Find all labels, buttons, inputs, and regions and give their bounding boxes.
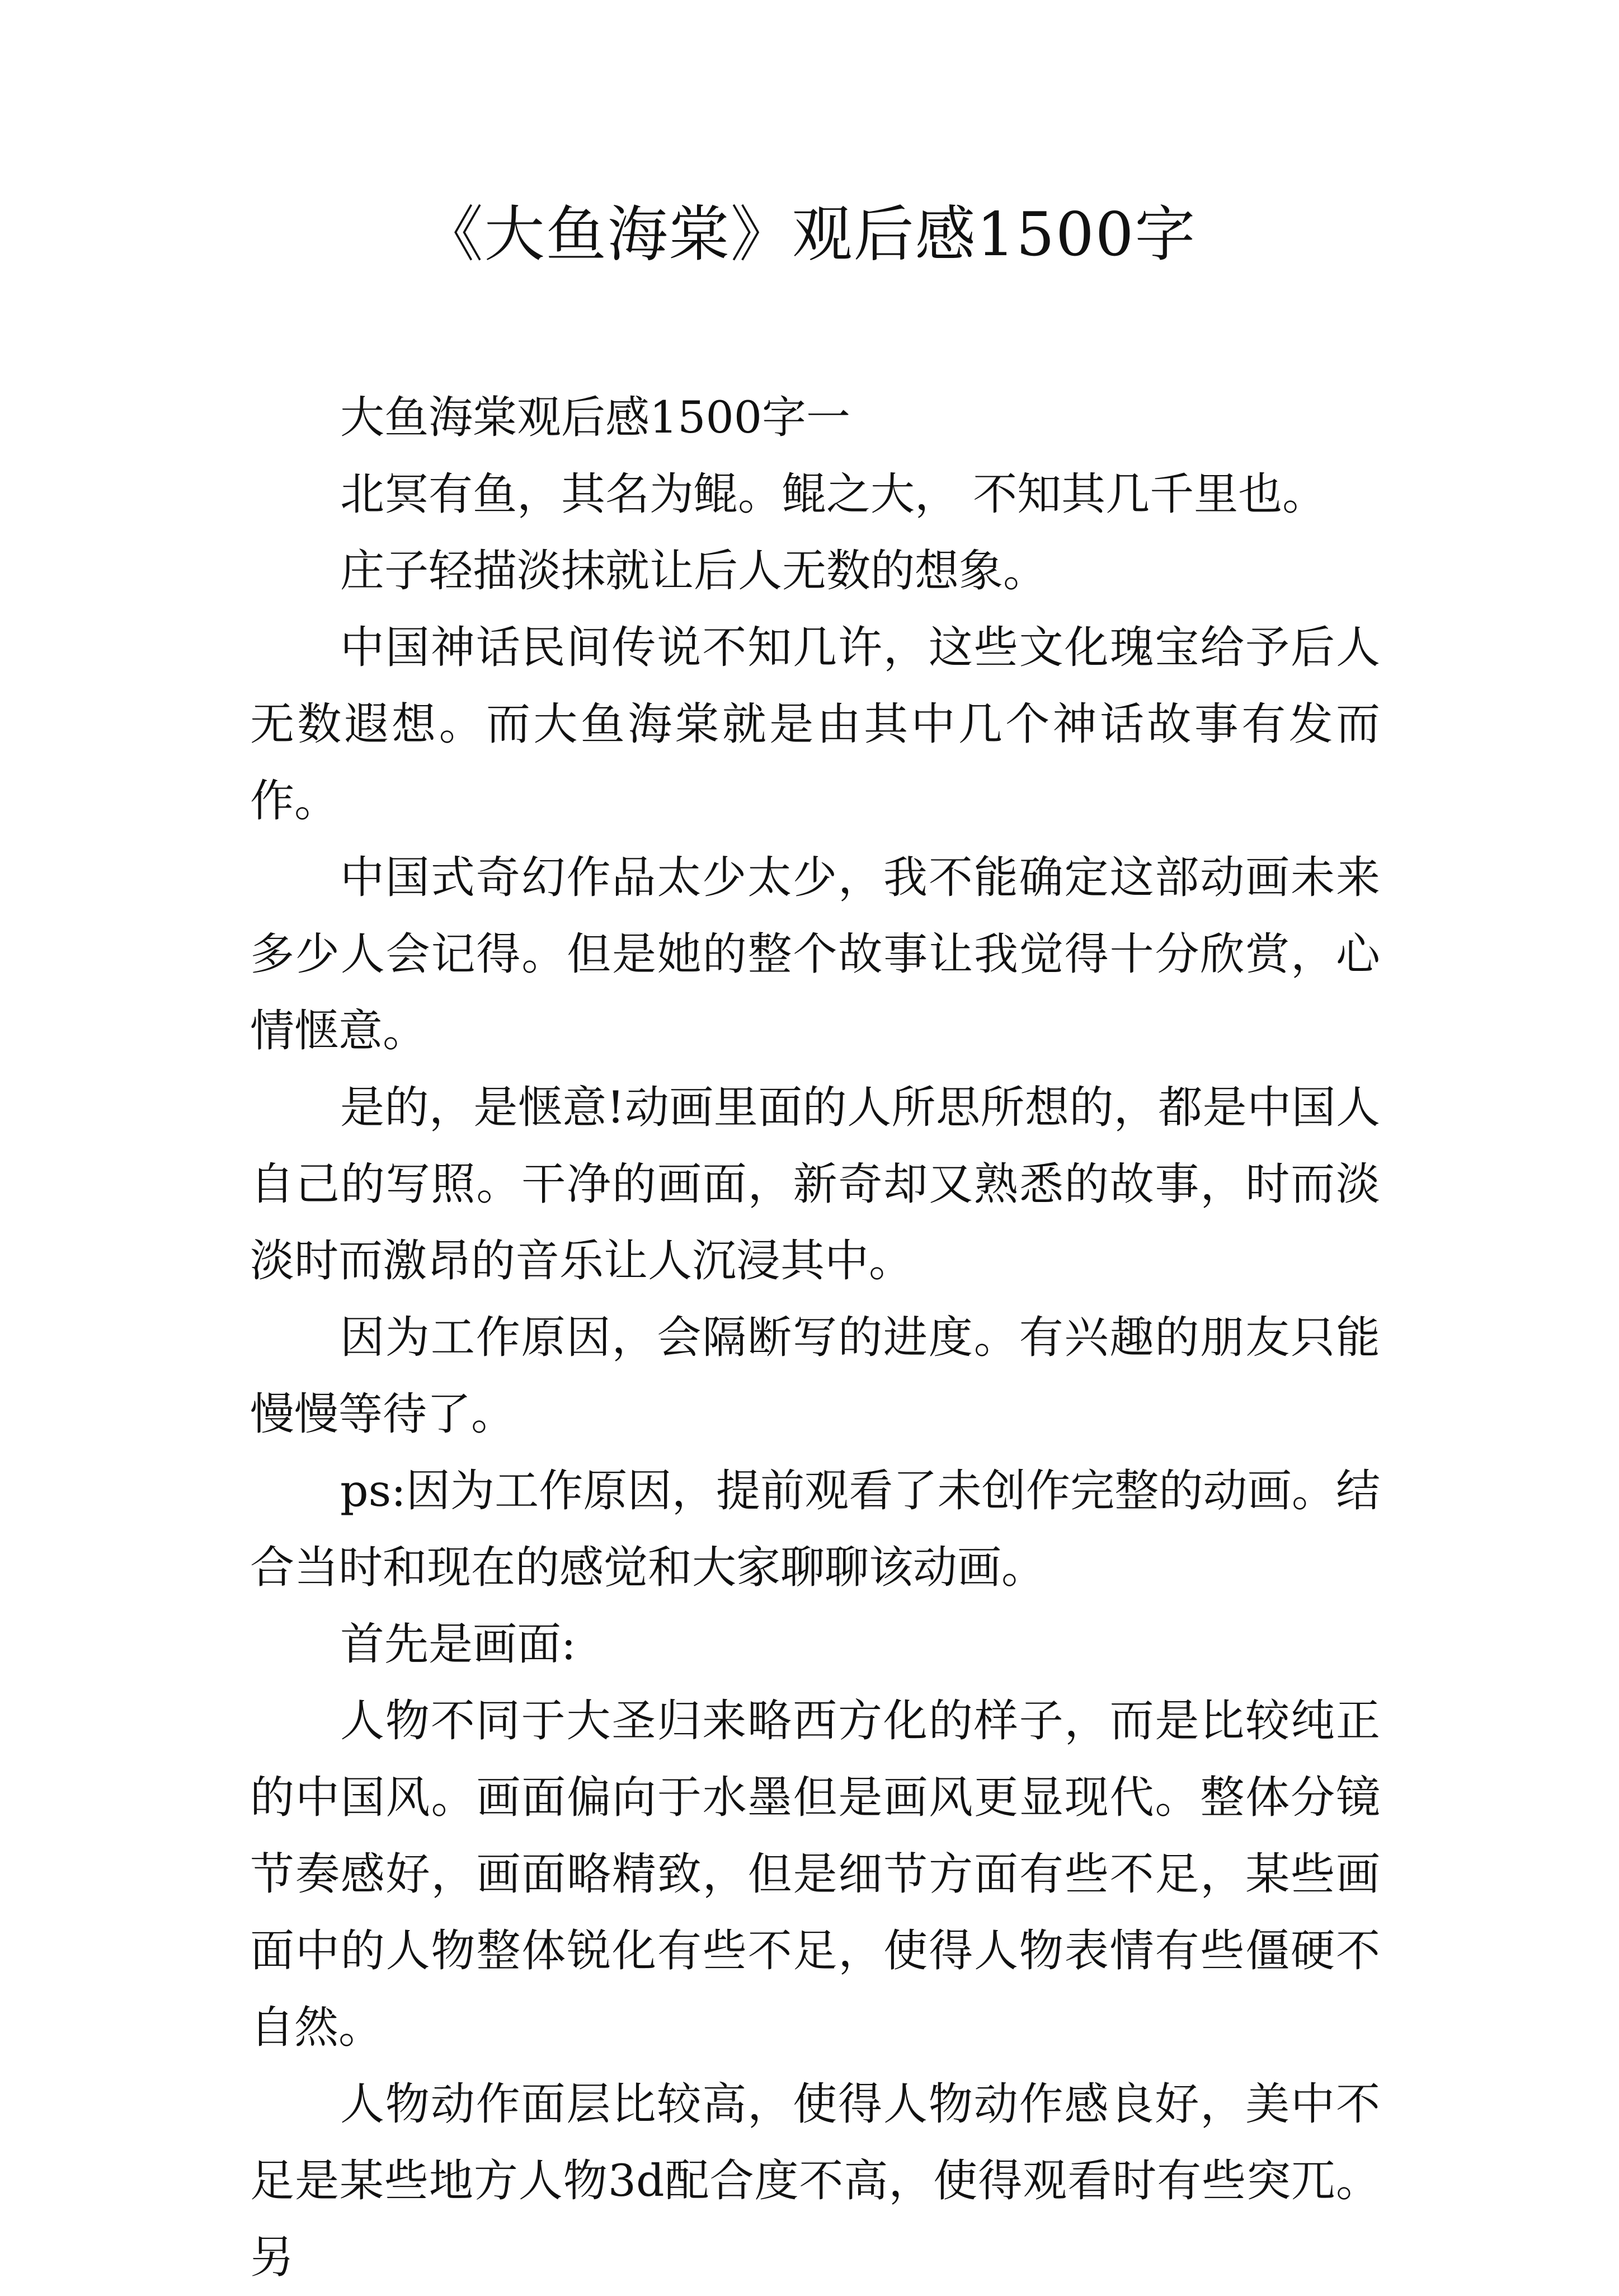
paragraph: ps:因为工作原因，提前观看了未创作完整的动画。结合当时和现在的感觉和大家聊聊该动画。 <box>250 1465 1380 1593</box>
paragraph: 人物不同于大圣归来略西方化的样子，而是比较纯正的中国风。画面偏向于水墨但是画风更显现代。整体分镜节奏感好，画面略精致，但是细节方面有些不足，某些画面中的人物整体锐化有些不足，使得人物表情有些僵硬不自然。 <box>250 1695 1380 2053</box>
document-title: 《大鱼海棠》观后感1500字 <box>422 200 1197 270</box>
paragraph: 庄子轻描淡抹就让后人无数的想象。 <box>340 545 1047 597</box>
paragraph: 是的，是惬意!动画里面的人所思所想的，都是中国人自己的写照。干净的画面，新奇却又熟悉的故事，时而淡淡时而激昂的音乐让人沉浸其中。 <box>250 1082 1380 1286</box>
document-body <box>250 379 1380 2296</box>
paragraph: 北冥有鱼，其名为鲲。鲲之大， 不知其几千里也。 <box>340 468 1327 520</box>
paragraph: 因为工作原因，会隔断写的进度。有兴趣的朋友只能慢慢等待了。 <box>250 1312 1380 1440</box>
paragraph: 中国式奇幻作品太少太少，我不能确定这部动画未来多少人会记得。但是她的整个故事让我觉得十分欣赏，心情惬意。 <box>250 852 1380 1057</box>
paragraph-subtitle: 大鱼海棠观后感1500字一 <box>340 392 851 443</box>
paragraph: 人物动作面层比较高，使得人物动作感良好，美中不足是某些地方人物3d配合度不高，使得观看时有些突兀。另 <box>250 2078 1380 2283</box>
paragraph: 中国神话民间传说不知几许，这些文化瑰宝给予后人无数遐想。而大鱼海棠就是由其中几个神话故事有发而作。 <box>250 622 1380 827</box>
paragraph: 首先是画面: <box>340 1618 576 1670</box>
